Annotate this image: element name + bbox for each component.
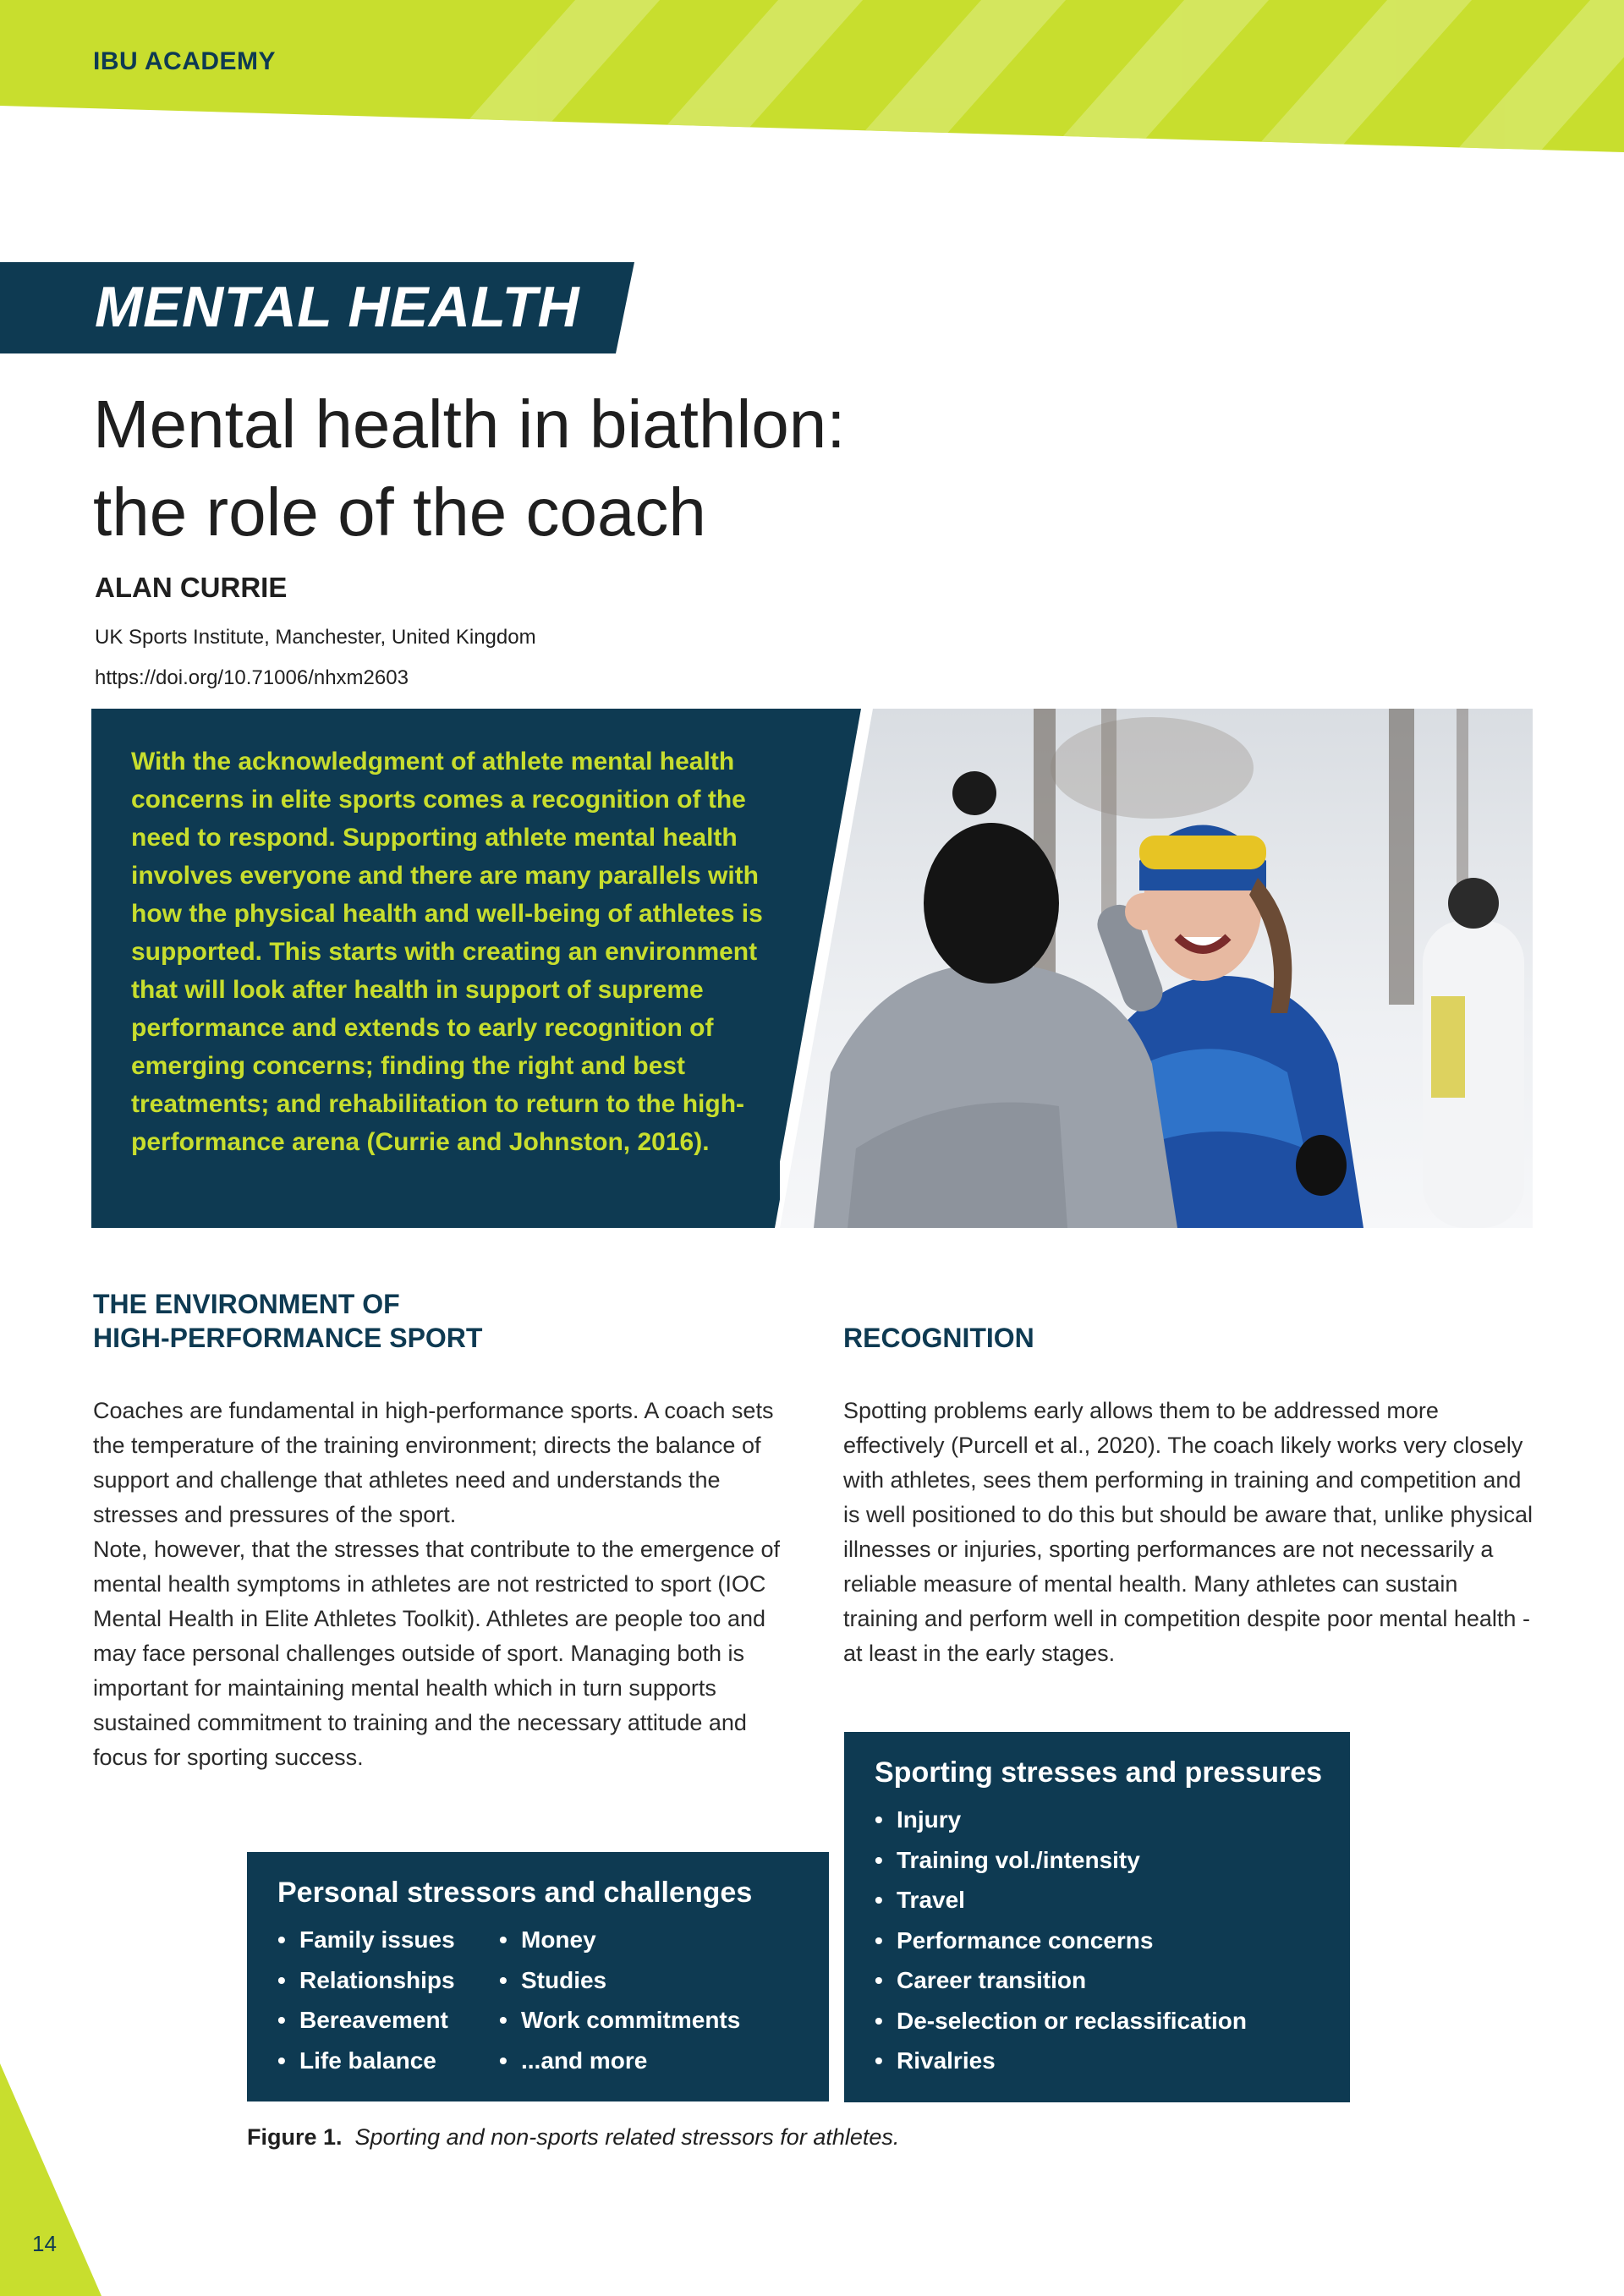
doi-link[interactable]: https://doi.org/10.71006/nhxm2603 bbox=[95, 666, 409, 689]
list-item: • Studies bbox=[499, 1960, 740, 2001]
page-number: 14 bbox=[32, 2231, 57, 2256]
section-heading-recognition: RECOGNITION bbox=[843, 1323, 1034, 1353]
list-item: • Bereavement bbox=[277, 2000, 455, 2041]
section-tag: MENTAL HEALTH bbox=[95, 275, 580, 339]
sporting-stresses-list bbox=[875, 1800, 1247, 2081]
environment-paragraph-1: Coaches are fundamental in high-performance sports. A coach sets the temperature of the training environment; directs the balance of support and challenge that athletes need and understands the stresses and pressures of the sport. bbox=[93, 1398, 774, 1527]
list-item: • Work commitments bbox=[499, 2000, 740, 2041]
list-item: • Relationships bbox=[277, 1960, 455, 2001]
figure-caption-text: Sporting and non-sports related stressors for athletes. bbox=[354, 2124, 900, 2150]
sporting-stresses-title: Sporting stresses and pressures bbox=[875, 1756, 1323, 1789]
environment-body bbox=[93, 1394, 787, 1775]
environment-paragraph-2: Note, however, that the stresses that contribute to the emergence of mental health symptoms in athletes are not restricted to sport (IOC Mental Health in Elite Athletes Toolkit). Athletes are people too and may face personal challenges outside of sport. Managing both is important for maintaining mental health which in turn supports sustained commitment to training and the necessary attitude and focus for sporting success. bbox=[93, 1537, 780, 1770]
author-name: ALAN CURRIE bbox=[95, 572, 288, 603]
recognition-body bbox=[843, 1394, 1537, 1671]
list-item: • Life balance bbox=[277, 2041, 455, 2081]
section-heading-environment-line-2: HIGH-PERFORMANCE SPORT bbox=[93, 1323, 483, 1353]
personal-stressors-list-2 bbox=[499, 1920, 740, 2080]
author-affiliation: UK Sports Institute, Manchester, United Kingdom bbox=[95, 626, 536, 649]
corner-accent bbox=[0, 2063, 110, 2296]
personal-stressors-box bbox=[247, 1852, 829, 2101]
header-band bbox=[0, 0, 1624, 152]
figure-caption bbox=[247, 2124, 899, 2151]
list-item: • Rivalries bbox=[875, 2041, 1247, 2081]
list-item: • ...and more bbox=[499, 2041, 740, 2081]
intro-abstract: With the acknowledgment of athlete mental health concerns in elite sports comes a recognition of the need to respond. Supporting athlete mental health involves everyone and there are many parallels with how the physical health and well-being of athletes is supported. This starts with creating an environment that will look after health in support of supreme performance and extends to early recognition of emerging concerns; finding the right and best treatments; and rehabilitation to return to the high-performance arena (Currie and Johnston, 2016). bbox=[131, 748, 763, 1156]
list-item: • Training vol./intensity bbox=[875, 1840, 1247, 1881]
section-heading-environment-line-1: THE ENVIRONMENT OF bbox=[93, 1289, 400, 1319]
figure-label: Figure 1. bbox=[247, 2124, 343, 2150]
list-item: • Travel bbox=[875, 1880, 1247, 1921]
brand-label: IBU ACADEMY bbox=[93, 47, 277, 75]
recognition-paragraph-1: Spotting problems early allows them to be addressed more effectively (Purcell et al., 2020). The coach likely works very closely with athletes, sees them performing in training and competition and is well positioned to do this but should be aware that, unlike physical illnesses or injuries, sporting performances are not necessarily a reliable measure of mental health. Many athletes can sustain training and perform well in competition despite poor mental health - at least in the early stages. bbox=[843, 1398, 1533, 1666]
sporting-stresses-box bbox=[844, 1732, 1350, 2102]
personal-stressors-title: Personal stressors and challenges bbox=[277, 1877, 753, 1909]
personal-stressors-list-1 bbox=[277, 1920, 455, 2080]
coach-athlete-photo bbox=[780, 709, 1533, 1228]
list-item: • Money bbox=[499, 1920, 740, 1960]
list-item: • Injury bbox=[875, 1800, 1247, 1840]
list-item: • Performance concerns bbox=[875, 1921, 1247, 1961]
article-title-line-2: the role of the coach bbox=[93, 474, 706, 550]
list-item: • Career transition bbox=[875, 1960, 1247, 2001]
list-item: • De-selection or reclassification bbox=[875, 2001, 1247, 2041]
list-item: • Family issues bbox=[277, 1920, 455, 1960]
article-title-line-1: Mental health in biathlon: bbox=[93, 386, 846, 462]
article-title bbox=[93, 381, 1108, 556]
section-heading-environment bbox=[93, 1287, 685, 1355]
